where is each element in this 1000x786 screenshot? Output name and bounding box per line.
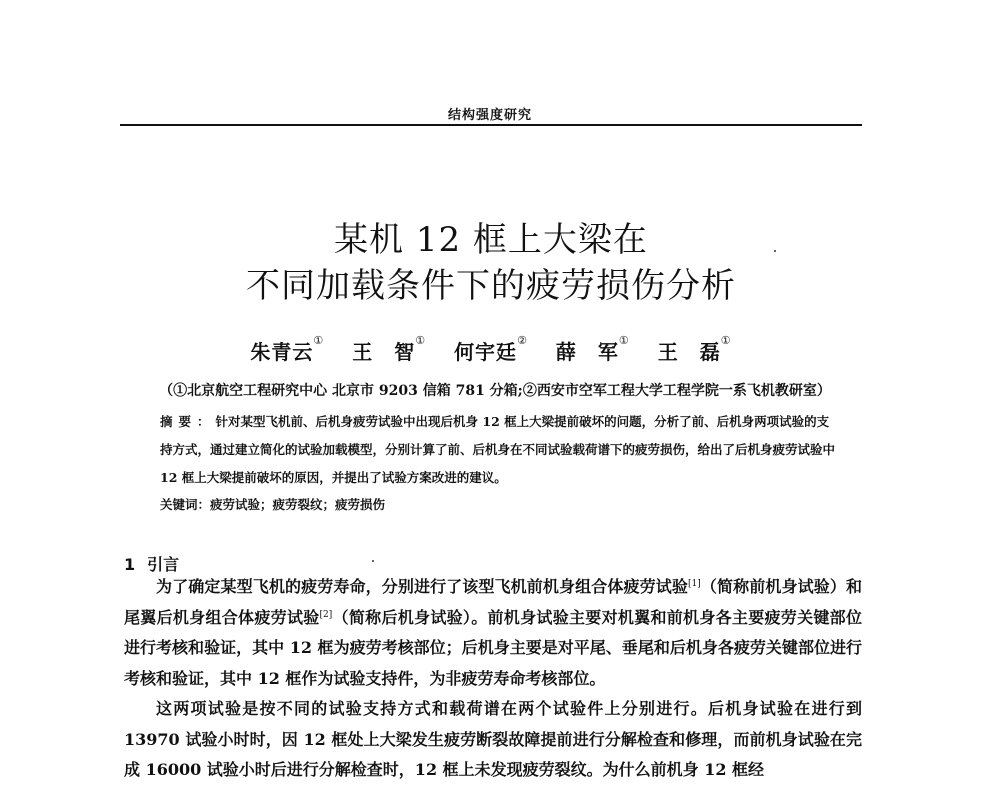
author-name: 何宇廷 (454, 340, 518, 364)
keywords-label: 关键词： (160, 497, 211, 512)
section-title: 引言 (147, 555, 180, 574)
paragraph-text: （简称前机身试验）和尾翼后机身组合体疲劳试验 (124, 577, 862, 627)
scan-speck (774, 250, 776, 252)
citation-ref[interactable]: [2] (319, 609, 333, 620)
paragraph-1 (124, 572, 862, 694)
section-number: 1 (124, 555, 136, 574)
header-rule (120, 124, 862, 126)
abstract (160, 408, 840, 492)
affiliation-mark: ① (618, 334, 630, 347)
abstract-label: 摘要： (160, 414, 216, 429)
paragraph-text: 为了确定某型飞机的疲劳寿命，分别进行了该型飞机前机身组合体疲劳试验 (156, 577, 689, 596)
author (555, 334, 630, 364)
author-name: 王 磊 (657, 340, 721, 364)
keywords (160, 495, 840, 513)
title-line-1: 某机 12 框上大梁在 (334, 220, 648, 260)
author-name: 薛 军 (555, 340, 619, 364)
author (657, 334, 732, 364)
author (454, 334, 528, 364)
affiliation-mark: ② (517, 334, 528, 347)
author (250, 334, 325, 364)
affiliation-mark: ① (313, 334, 325, 347)
author (352, 334, 427, 364)
citation-ref[interactable]: [1] (688, 579, 701, 589)
affiliation-mark: ① (720, 334, 732, 347)
author-name: 王 智 (352, 340, 416, 364)
author-list (120, 336, 862, 365)
abstract-text: 针对某型飞机前、后机身疲劳试验中出现后机身 12 框上大梁提前破坏的问题，分析了前、后机身两项试验的支持方式，通过建立简化的试验加载模型，分别计算了前、后机身在不同试验载荷谱下的疲劳损伤，给出了后机身疲劳试验中 12 框上大梁提前破坏的原因，并提出了试验方案改进的建议。 (160, 414, 836, 485)
affiliation-mark: ① (415, 334, 427, 347)
paragraph-2: 这两项试验是按不同的试验支持方式和载荷谱在两个试验件上分别进行。后机身试验在进行到 13970 试验小时时，因 12 框处上大梁发生疲劳断裂故障提前进行分解检查和修理，而前机身试验在完成 16000 试验小时后进行分解检查时，12 框上未发现疲劳裂纹。为什么前机身 12 框经 (124, 699, 862, 779)
running-head: 结构强度研究 (447, 108, 532, 123)
paragraph-text: （简称后机身试验）。前机身试验主要对机翼和前机身各主要疲劳关键部位进行考核和验证，其中 12 框为疲劳考核部位；后机身主要是对平尾、垂尾和后机身各疲劳关键部位进行考核和验证，其中 12 框作为试验支持件，为非疲劳寿命考核部位。 (124, 607, 862, 688)
keywords-text: 疲劳试验；疲劳裂纹；疲劳损伤 (210, 497, 386, 512)
title-line-2: 不同加载条件下的疲劳损伤分析 (246, 266, 736, 306)
author-name: 朱青云 (250, 340, 314, 364)
scan-speck (372, 560, 374, 562)
affiliation: （①北京航空工程研究中心 北京市 9203 信箱 781 分箱;②西安市空军工程大学工程学院一系飞机教研室） (159, 383, 831, 399)
